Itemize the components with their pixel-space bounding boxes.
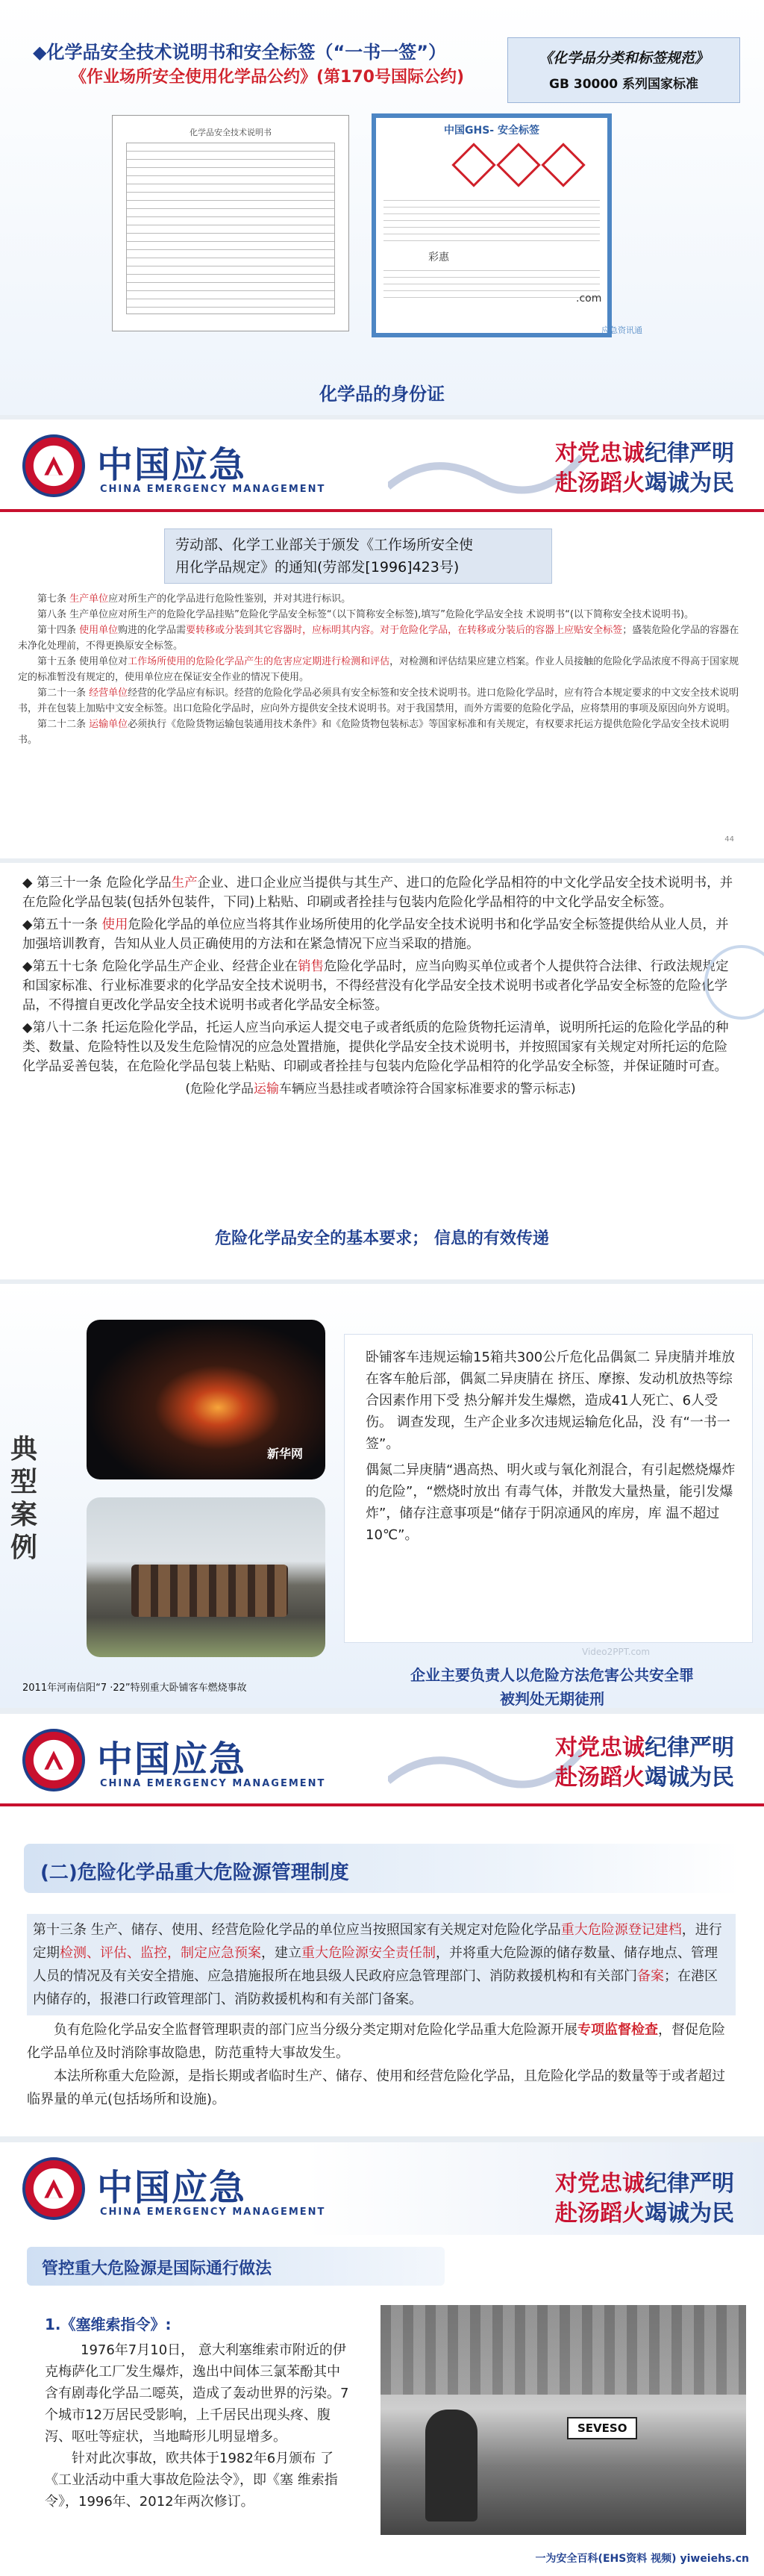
slide1-caption: 化学品的身份证	[319, 384, 445, 405]
fire-photo-2	[87, 1497, 325, 1657]
slogan-2b: 竭诚为民	[645, 470, 734, 496]
footer-credit: 一为安全百科(EHS资料 视频) yiweiehs.cn	[535, 2553, 749, 2565]
emergency-logo-icon	[22, 2157, 85, 2220]
article-15: 第十五条 使用单位对工作场所使用的危险化学品产生的危害应定期进行检测和评估，对检测和评估结果应建立档案。作业人员接触的危险化学品浓度不得高于国家规定的标准暂没有规定的，使用单位应在保证安全作业的情况下使用。	[18, 656, 739, 683]
seveso-para-1: 1976年7月10日， 意大利塞维索市附近的伊克梅萨化工厂发生爆炸，逸出中间体三氯苯酚其中含有剧毒化学品二噁英，造成了轰动世界的污染。7个城市12万居民受影响，上千居民出现头疼、腹泻、呕吐等症状，当地畸形儿明显增多。	[45, 2342, 349, 2445]
photo-sign: SEVESO	[567, 2417, 637, 2439]
notice-line2: 用化学品规定》的通知(劳部发[1996]423号)	[175, 559, 460, 576]
article-7: 第七条 生产单位应对所生产的化学品进行危险性鉴别，并对其进行标识。	[37, 593, 351, 605]
slide3-body	[22, 873, 739, 1099]
section-title-box	[24, 1844, 740, 1893]
slogan-1a: 对党忠诚	[555, 440, 645, 467]
case-side-title: 典型案例	[10, 1434, 38, 1563]
slide1-title-line2: 《作业场所安全使用化学品公约》(第170号国际公约)	[70, 68, 465, 87]
reg-article-31: ◆ 第三十一条 危险化学品生产企业、进口企业应当提供与其生产、进口的危险化学品相符的中文化学品安全技术说明书，并在危险化学品包装(包括外包装件，下同)上粘贴、印刷或者拴挂与包装内危险化学品相符的中文化学品安全标签。	[22, 876, 733, 910]
slide2-body	[18, 591, 746, 748]
major-hazard-definition: 本法所称重大危险源，是指长期或者临时生产、储存、使用和经营危险化学品，且危险化学品的数量等于或者超过临界量的单元(包括场所和设施)。	[27, 2068, 725, 2107]
brand-slogan	[555, 439, 734, 499]
slide3-summary: 危险化学品安全的基本要求； 信息的有效传递	[215, 1229, 549, 1248]
slide4-watermark: Video2PPT.com	[582, 1647, 651, 1657]
ghs-label-header: 中国GHS- 安全标签	[444, 125, 539, 137]
slide-1	[0, 0, 764, 415]
burnt-bus	[131, 1565, 288, 1617]
notice-box	[164, 528, 552, 584]
flame-icon	[451, 143, 495, 187]
photo-trees	[381, 2305, 746, 2395]
article-13-major-hazard: 第十三条 生产、储存、使用、经营危险化学品的单位应当按照国家有关规定对危险化学品重大危险源登记建档，进行定期检测、评估、监控，制定应急预案，建立重大危险源安全责任制，并将重大危险源的储存数量、储存地点、管理人员的情况及有关安全措施、应急措施报所在地县级人民政府应急管理部门、消防救援机构和有关部门备案；在港区内储存的，报港口行政管理部门、消防救援机构和有关部门备案。	[27, 1914, 736, 2015]
fire-photo-1	[87, 1320, 325, 1479]
slide-5	[0, 1714, 764, 2136]
seveso-body	[45, 2339, 351, 2513]
supervision-duty: 负有危险化学品安全监督管理职责的部门应当分级分类定期对危险化学品重大危险源开展专项监督检查，督促危险化学品单位及时消除事故隐患，防范重特大事故发生。	[27, 2022, 725, 2061]
conclusion-line2: 被判处无期徒刑	[500, 1690, 604, 1708]
seveso-para-2: 针对此次事故，欧共体于1982年6月颁布 了《工业活动中重大事故危险法令》，即《塞 维索指令》，1996年、2012年两次修订。	[45, 2451, 338, 2510]
brand-bar	[0, 1714, 764, 1806]
ghs-lower-lines	[383, 264, 600, 302]
article-22: 第二十二条 运输单位必须执行《危险货物运输包装通用技术条件》和《危险货物包装标志》等国家标准和有关规定，有权要求托运方提供危险化学品安全技术说明书。	[18, 719, 730, 746]
msds-header: 化学品安全技术说明书	[190, 128, 272, 137]
img-caption: 2011年河南信阳“7 ·22”特别重大卧铺客车燃烧事故	[22, 1682, 247, 1694]
case-text-box	[345, 1335, 752, 1642]
emergency-logo-icon	[22, 1729, 85, 1791]
ghs-product-name: 彩惠	[428, 252, 449, 263]
brand-bar	[0, 420, 764, 512]
std-code: GB 30000 系列国家标准	[549, 77, 698, 92]
ghs-pictograms	[383, 142, 600, 194]
emergency-logo-icon	[22, 434, 85, 497]
slide-3	[0, 863, 764, 1279]
slide-6	[0, 2142, 764, 2576]
case-bullet-2: 偶氮二异庚腈“遇高热、明火或与氧化剂混合，有引起燃烧爆炸的危险”，“燃烧时放出 有毒气体，并散发大量热量，能引发爆炸”，储存注意事项是“储存于阴凉通风的库房，库 温不超过10℃”。	[366, 1462, 736, 1543]
health-hazard-icon	[541, 143, 585, 187]
seveso-subheading: 1.《塞维索指令》:	[45, 2315, 172, 2333]
brand-english: CHINA EMERGENCY MANAGEMENT	[100, 1778, 326, 1789]
exclamation-icon	[496, 143, 540, 187]
seveso-photo	[381, 2305, 746, 2535]
international-heading-box	[27, 2247, 445, 2286]
case-conclusion	[343, 1663, 761, 1708]
article-8: 第八条 生产单位应对所生产的危险化学品挂贴”危险化学品安全标签“（以下简称安全标签),填写”危险化学品安全技 术说明书“(以下简称安全技术说明书)。	[37, 609, 695, 620]
section-title: (二)危险化学品重大危险源管理制度	[40, 1862, 349, 1884]
std-box	[507, 37, 740, 103]
article-21: 第二十一条 经营单位经营的化学品应有标识。经营的危险化学品必须具有安全标签和安全技术说明书。进口危险化学品时，应有符合本规定要求的中文安全技术说明书，并在包装上加贴中文安全标签。出口危险化学品时，应向外方提供安全技术说明书。对于我国禁用，而外方需要的危险化学品，应将禁用的事项及原因向外方说明。	[18, 687, 739, 714]
msds-lines	[126, 143, 335, 314]
slide-4	[0, 1284, 764, 1708]
ghs-label-image	[372, 113, 612, 337]
international-heading: 管控重大危险源是国际通行做法	[42, 2260, 272, 2278]
slide1-title-line1: ◆化学品安全技术说明书和安全标签（“一书一签”）	[33, 42, 447, 63]
brand-name: 中国应急	[97, 2167, 247, 2209]
news-logo: 新华网	[266, 1447, 303, 1461]
brand-name: 中国应急	[97, 444, 247, 486]
decor-wave	[388, 1714, 582, 1806]
reg-article-82: ◆第八十二条 托运危险化学品，托运人应当向承运人提交电子或者纸质的危险货物托运清单，说明所托运的危险化学品的种类、数量、危险特性以及发生危险情况的应急处置措施，提供化学品安全技术说明书，并按照国家有关规定对所托运的危险化学品妥善包装，在危险化学品包装上粘贴、印刷或者拴挂与包装内危险化学品相符的化学品安全标签，并保证随时可查。	[22, 1020, 729, 1074]
transport-note: (危险化学品运输车辆应当悬挂或者喷涂符合国家标准要求的警示标志)	[185, 1082, 576, 1097]
ghs-com-text: .com	[576, 293, 602, 305]
page-number: 44	[724, 835, 734, 843]
slide5-body	[27, 1914, 736, 2111]
slogan-2a: 赴汤蹈火	[555, 470, 645, 496]
brand-english: CHINA EMERGENCY MANAGEMENT	[100, 2207, 326, 2218]
slide-2	[0, 420, 764, 858]
ghs-text-lines	[383, 194, 600, 246]
article-14: 第十四条 使用单位购进的化学品需要转移或分装到其它容器时，应标明其内容。对于危险化学品，在转移或分装后的容器上应贴安全标签；盛装危险化学品的容器在未净化处理前，不得更换原安全标签。	[18, 625, 739, 652]
std-title: 《化学品分类和标签规范》	[538, 50, 709, 66]
slide1-watermark: 应急资讯通	[601, 325, 642, 335]
photo-figure	[425, 2410, 478, 2522]
slogan-1b: 纪律严明	[645, 440, 734, 467]
reg-article-57: ◆第五十七条 危险化学品生产企业、经营企业在销售危险化学品时，应当向购买单位或者个人提供符合法律、行政法规规定和国家标准、行业标准要求的化学品安全技术说明书，不得经营没有化学品安全技术说明书或者化学品安全标签的危险化学品，不得擅自更改化学品安全技术说明书或者化学品安全标签。	[22, 959, 729, 1013]
reg-article-51: ◆第五十一条 使用危险化学品的单位应当将其作业场所使用的化学品安全技术说明书和化学品安全标签提供给从业人员，并加强培训教育，告知从业人员正确使用的方法和在紧急情况下应当采取的措施。	[22, 917, 729, 952]
msds-image	[112, 115, 349, 331]
case-bullet-1: 卧铺客车违规运输15箱共300公斤危化品偶氮二 异庚腈并堆放在客车舱后部，偶氮二异庚腈在 挤压、摩擦、发动机放热等综合因素作用下受 热分解并发生爆燃，造成41人死亡、6人受伤。 调查发现，生产企业多次违规运输危化品，没 有“一书一签”。	[366, 1350, 735, 1452]
notice-line1: 劳动部、化学工业部关于颁发《工作场所安全使	[175, 537, 474, 553]
decor-wave	[388, 420, 582, 512]
brand-bar	[0, 2142, 764, 2235]
brand-english: CHINA EMERGENCY MANAGEMENT	[100, 484, 326, 495]
brand-slogan: 对党忠诚纪律严明 赴汤蹈火竭诚为民	[555, 2171, 734, 2227]
brand-slogan: 对党忠诚纪律严明 赴汤蹈火竭诚为民	[555, 1735, 734, 1791]
brand-name: 中国应急	[97, 1738, 247, 1780]
conclusion-line1: 企业主要负责人以危险方法危害公共安全罪	[410, 1666, 694, 1684]
